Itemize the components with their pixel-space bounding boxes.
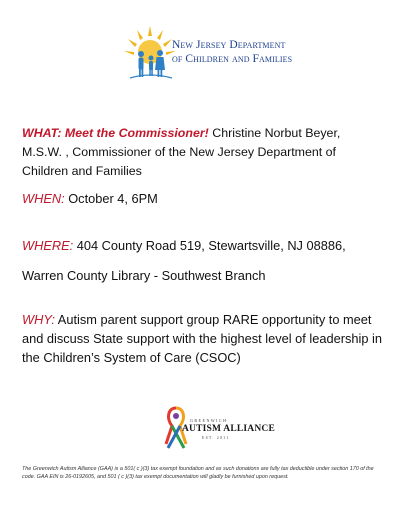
when-text: October 4, 6PM <box>64 191 158 206</box>
why-label: WHY: <box>22 312 55 327</box>
where-label: WHERE: <box>22 238 74 253</box>
gaa-name: AUTISM ALLIANCE <box>182 424 276 434</box>
logo-line2: of Children and Families <box>172 53 293 65</box>
njdcf-logo <box>120 22 293 82</box>
what-text: Christine Norbut Beyer, M.S.W. , Commissioner of the New Jersey Department of Children and Families <box>22 126 341 178</box>
sun-family-icon <box>120 22 180 82</box>
gaa-logo <box>162 404 276 456</box>
where-address: 404 County Road 519, Stewartsville, NJ 08886, <box>73 238 346 253</box>
why-text: Autism parent support group RARE opportunity to meet and discuss State support with the highest level of leadership in the Children’s System of Care (CSOC) <box>22 312 382 365</box>
footer-note: The Greenwich Autism Alliance (GAA) is a 501( c )(3) tax exempt foundation and as such donations are fully tax deductible under section 170 of the code. GAA EIN is 26-0192605, and 501 ( c )(3) tax exempt documentation will gladly be furnished upon request. <box>22 466 374 480</box>
what-section <box>22 124 382 181</box>
when-label: WHEN: <box>22 191 65 206</box>
logo-line1: New Jersey Department <box>172 39 286 51</box>
why-section <box>22 310 382 367</box>
gaa-small-top: GREENWICH <box>190 418 228 423</box>
gaa-small-bottom: EST. 2011 <box>202 436 230 440</box>
what-label: WHAT: Meet the Commissioner! <box>22 126 209 140</box>
when-section <box>22 189 382 208</box>
where-venue: Warren County Library - Southwest Branch <box>22 268 266 283</box>
where-section <box>22 236 382 285</box>
njdcf-wordmark <box>172 38 292 66</box>
